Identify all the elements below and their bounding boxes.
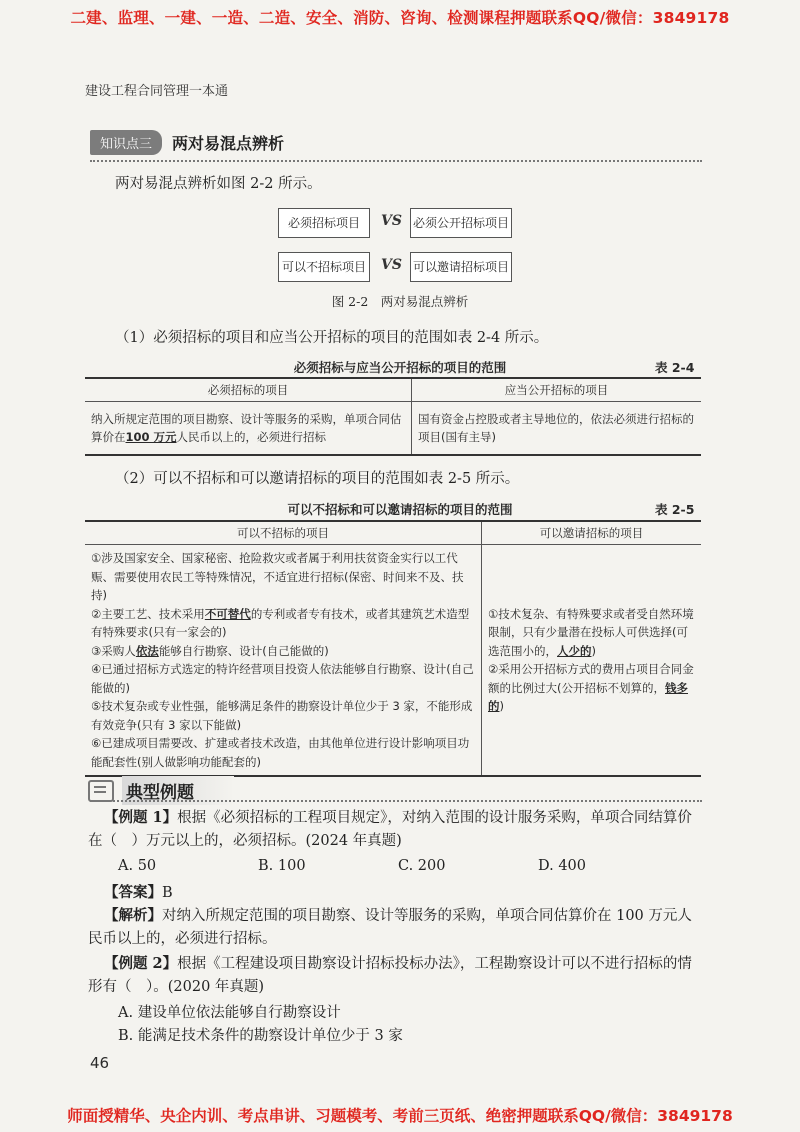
table-2-4 bbox=[85, 377, 701, 456]
list-item: ②采用公开招标方式的费用占项目合同金额的比例过大(公开招标不划算的，钱多的) bbox=[488, 662, 694, 713]
table-2-5 bbox=[85, 520, 701, 777]
table-header-cell: 可以不招标的项目 bbox=[85, 521, 482, 545]
table-cell: 纳入所规定范围的项目勘察、设计等服务的采购，单项合同估算价在100 万元人民币以上的，必须进行招标 bbox=[91, 412, 402, 444]
example-2-question: 【例题 2】根据《工程建设项目勘察设计招标投标办法》，工程勘察设计可以不进行招标的情形有（ ）。(2020 年真题) bbox=[88, 955, 692, 995]
highlight-amount: 100 万元 bbox=[125, 430, 177, 444]
book-icon bbox=[88, 780, 114, 802]
table-header-row bbox=[85, 521, 701, 545]
table-cell bbox=[85, 545, 482, 777]
list-item: ②主要工艺、技术采用不可替代的专利或者专有技术，或者其建筑艺术造型有特殊要求(只有一家会的) bbox=[91, 606, 470, 639]
table-2-5-caption: 可以不招标和可以邀请招标的项目的范围 bbox=[287, 502, 513, 517]
dotted-divider bbox=[90, 160, 702, 162]
list-item: ③采购人依法能够自行勘察、设计(自己能做的) bbox=[91, 643, 329, 658]
example-1-answer: 【答案】B bbox=[104, 884, 173, 901]
figure-vs-1: VS bbox=[381, 213, 402, 229]
example-1-analysis: 【解析】对纳入所规定范围的项目勘察、设计等服务的采购，单项合同估算价在 100 万元人民币以上的，必须进行招标。 bbox=[88, 907, 692, 947]
list-item: ⑥已建成项目需要改、扩建或者技术改造，由其他单位进行设计影响项目功能配套性(别人做影响功能配套的) bbox=[91, 736, 470, 769]
table-header-row bbox=[85, 378, 701, 402]
figure-caption: 图 2-2 两对易混点辨析 bbox=[331, 294, 469, 309]
table-2-4-caption: 必须招标与应当公开招标的项目的范围 bbox=[293, 360, 507, 375]
table-cell: 国有资金占控股或者主导地位的，依法必须进行招标的项目(国有主导) bbox=[412, 402, 702, 456]
example-1-question: 【例题 1】根据《必须招标的工程项目规定》，对纳入范围的设计服务采购，单项合同结算价在（ ）万元以上的，必须招标。(2024 年真题) bbox=[88, 809, 692, 849]
paragraph-2: （2）可以不招标和可以邀请招标的项目的范围如表 2-5 所示。 bbox=[115, 471, 520, 487]
example-1-option-c: C. 200 bbox=[398, 858, 446, 874]
table-header-cell: 必须招标的项目 bbox=[85, 378, 412, 402]
figure-box-may-not-tender: 可以不招标项目 bbox=[278, 252, 370, 282]
section-title: 两对易混点辨析 bbox=[172, 134, 285, 153]
section-heading bbox=[90, 130, 284, 155]
list-item: ①技术复杂、有特殊要求或者受自然环境限制，只有少量潜在投标人可供选择(可选范围小的，人少的) bbox=[488, 606, 694, 658]
table-header-cell: 可以邀请招标的项目 bbox=[482, 521, 702, 545]
page-number: 46 bbox=[90, 1054, 110, 1072]
example-1-option-b: B. 100 bbox=[258, 858, 306, 874]
table-cell bbox=[482, 545, 702, 777]
paragraph-1: （1）必须招标的项目和应当公开招标的项目的范围如表 2-4 所示。 bbox=[115, 330, 549, 346]
running-header: 建设工程合同管理一本通 bbox=[85, 84, 229, 99]
figure-vs-2: VS bbox=[381, 257, 402, 273]
figure-box-must-open-tender: 必须公开招标项目 bbox=[410, 208, 512, 238]
example-1-option-d: D. 400 bbox=[538, 858, 587, 874]
top-promo-banner: 二建、监理、一建、一造、二造、安全、消防、咨询、检测课程押题联系QQ/微信：3849178 bbox=[70, 9, 730, 27]
example-1-option-a: A. 50 bbox=[118, 858, 157, 874]
examples-heading-label: 典型例题 bbox=[122, 776, 234, 805]
table-header-cell: 应当公开招标的项目 bbox=[412, 378, 702, 402]
table-row bbox=[85, 402, 701, 456]
list-item: ④已通过招标方式选定的特许经营项目投资人依法能够自行勘察、设计(自己能做的) bbox=[91, 662, 474, 695]
list-item: ①涉及国家安全、国家秘密、抢险救灾或者属于利用扶贫资金实行以工代赈、需要使用农民工等特殊情况，不适宜进行招标(保密、时间来不及、扶持) bbox=[91, 551, 464, 602]
figure-box-may-invite-tender: 可以邀请招标项目 bbox=[410, 252, 512, 282]
table-2-4-number: 表 2-4 bbox=[655, 360, 695, 375]
table-2-5-number: 表 2-5 bbox=[655, 502, 695, 517]
section-intro: 两对易混点辨析如图 2-2 所示。 bbox=[115, 176, 322, 192]
list-item: ⑤技术复杂或专业性强，能够满足条件的勘察设计单位少于 3 家，不能形成有效竞争(只有 3 家以下能做) bbox=[91, 699, 473, 732]
figure-box-must-tender: 必须招标项目 bbox=[278, 208, 370, 238]
example-2-option-b: B. 能满足技术条件的勘察设计单位少于 3 家 bbox=[118, 1028, 403, 1044]
example-2-option-a: A. 建设单位依法能够自行勘察设计 bbox=[118, 1005, 341, 1021]
knowledge-point-badge: 知识点三 bbox=[90, 130, 162, 155]
dotted-divider bbox=[90, 800, 702, 802]
table-row bbox=[85, 545, 701, 777]
bottom-promo-banner: 师面授精华、央企内训、考点串讲、习题模考、考前三页纸、绝密押题联系QQ/微信：3849178 bbox=[67, 1107, 733, 1125]
